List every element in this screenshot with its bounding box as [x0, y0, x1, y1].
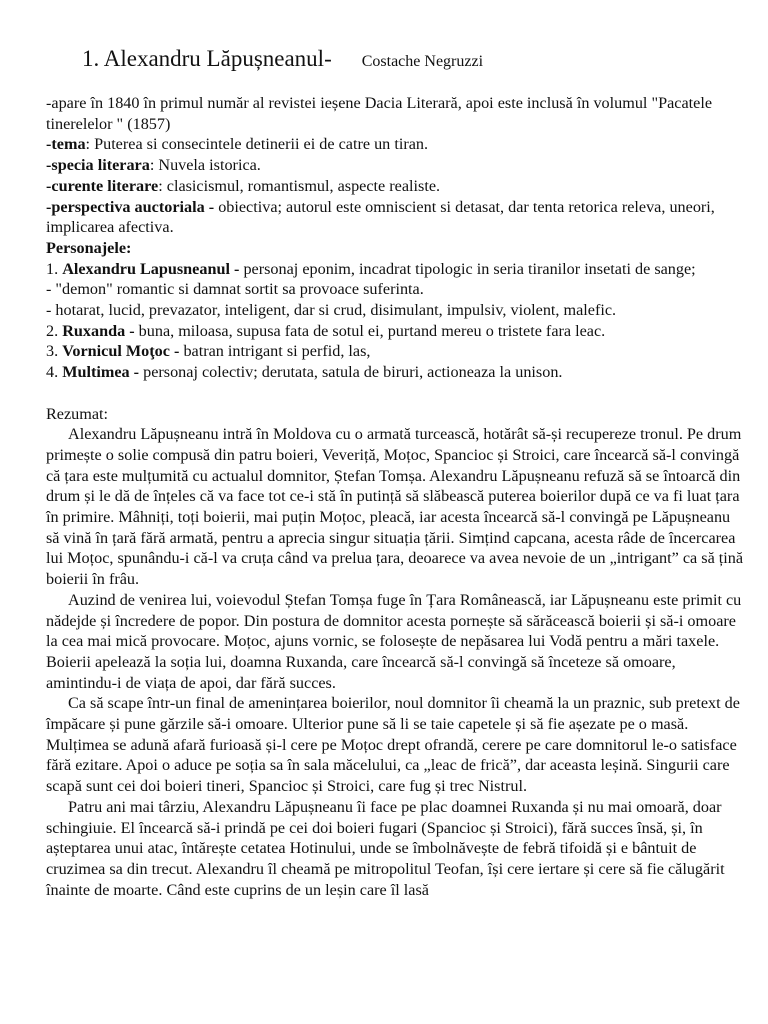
- character-line: 4. Multimea - personaj colectiv; derutata, satula de biruri, actioneaza la unison.: [46, 363, 563, 382]
- intro-line: -perspectiva auctoriala - obiectiva; autorul este omniscient si detasat, dar tenta retorica releva, uneori, implicarea afectiva.: [46, 197, 715, 237]
- section-heading: Personajele:: [46, 238, 132, 257]
- page-title: 1. Alexandru Lăpușneanul-: [82, 46, 332, 71]
- character-line: 1. Alexandru Lapusneanul - personaj eponim, incadrat tipologic in seria tiranilor insetati de sange;: [46, 259, 696, 278]
- document-body: [46, 93, 746, 900]
- intro-line: -tema: Puterea si consecintele detinerii ei de catre un tiran.: [46, 135, 429, 154]
- summary-paragraph: Patru ani mai târziu, Alexandru Lăpușneanu îi face pe plac doamnei Ruxanda și nu mai omoară, doar schingiuie. El încearcă să-i prindă pe cei doi boieri fugari (Spancioc și Stroici), fără succes însă, și, în așteptarea unui atac, întărește cetatea Hotinului, unde se îmbolnăvește de febră tifoidă și e bântuit de cruzimea sa din trecut. Alexandru îl cheamă pe mitropolitul Teofan, își cere iertare și cere să fie călugărit înainte de moarte. Când este cuprins de un leșin care îl lasă: [46, 797, 725, 899]
- intro-line: -curente literare: clasicismul, romantismul, aspecte realiste.: [46, 176, 441, 195]
- intro-line: -apare în 1840 în primul număr al revistei ieșene Dacia Literară, apoi este inclusă în volumul "Pacatele tinerelelor " (1857): [46, 94, 713, 133]
- summary-paragraph: Alexandru Lăpușneanu intră în Moldova cu o armată turcească, hotărât să-și recupereze tronul. Pe drum primește o solie compusă din patru boieri, Veveriță, Moțoc, Spancioc și Stroici, care încearcă să-l convingă că țara este mulțumită cu actualul domnitor, Ștefan Tomșa. Alexandru Lăpușneanu refuză să se întoarcă din drum și le dă de înțeles că va face tot ce-i stă în putință să slăbească puterea boierilor după ce va fi luat țara în primire. Mâhniți, toți boierii, mai puțin Moțoc, pleacă, iar acesta încearcă să-l convingă pe Lăpușneanu să vină în țară fără armată, pentru a aprecia singur situația țării. Simțind capcana, acesta râde de încercarea lui Moțoc, spunându-i că-l va cruța când va prelua țara, deoarece va avea nevoie de un „intrigant” ca să țină boierii în frâu.: [46, 425, 744, 589]
- character-line: - hotarat, lucid, prevazator, inteligent, dar si crud, disimulant, impulsiv, violent, malefic.: [46, 301, 617, 320]
- spacer: [46, 383, 746, 404]
- author-name: Costache Negruzzi: [361, 53, 484, 70]
- summary-paragraph: Ca să scape într-un final de amenințarea boierilor, noul domnitor îi cheamă la un praznic, sub pretext de împăcare și pune gărzile să-i omoare. Ulterior pune să li se taie capetele și să fie așezate pe o masă. Mulțimea se adună afară furioasă și-l cere pe Moțoc drept ofrandă, cerere pe care domnitorul le-o satisface fără ezitare. Apoi o aduce pe soția sa în sala măcelului, ca „leac de frică”, dar aceasta leșină. Singurii care scapă sunt cei doi boieri tineri, Spancioc și Stroici, care fug și trec Nistrul.: [46, 694, 740, 796]
- header: [82, 46, 483, 72]
- character-line: 2. Ruxanda - buna, miloasa, supusa fata de sotul ei, purtand mereu o tristete fara leac.: [46, 321, 606, 340]
- character-line: - "demon" romantic si damnat sortit sa provoace suferinta.: [46, 280, 424, 299]
- intro-line: -specia literara: Nuvela istorica.: [46, 156, 261, 175]
- character-line: 3. Vornicul Moţoc - batran intrigant si perfid, las,: [46, 342, 371, 361]
- summary-paragraph: Auzind de venirea lui, voievodul Ștefan Tomșa fuge în Țara Românească, iar Lăpușneanu este primit cu nădejde și încredere de popor. Din postura de domnitor acesta pornește să sărăcească boierii și să-i omoare la cea mai mică provocare. Moțoc, ajuns vornic, se folosește de nepăsarea lui Vodă pentru a mări taxele. Boierii apelează la soția lui, doamna Ruxanda, care încearcă să-l convingă să înceteze să omoare, amintindu-i de viața de apoi, dar fără succes.: [46, 590, 742, 692]
- section-heading: Rezumat:: [46, 404, 109, 423]
